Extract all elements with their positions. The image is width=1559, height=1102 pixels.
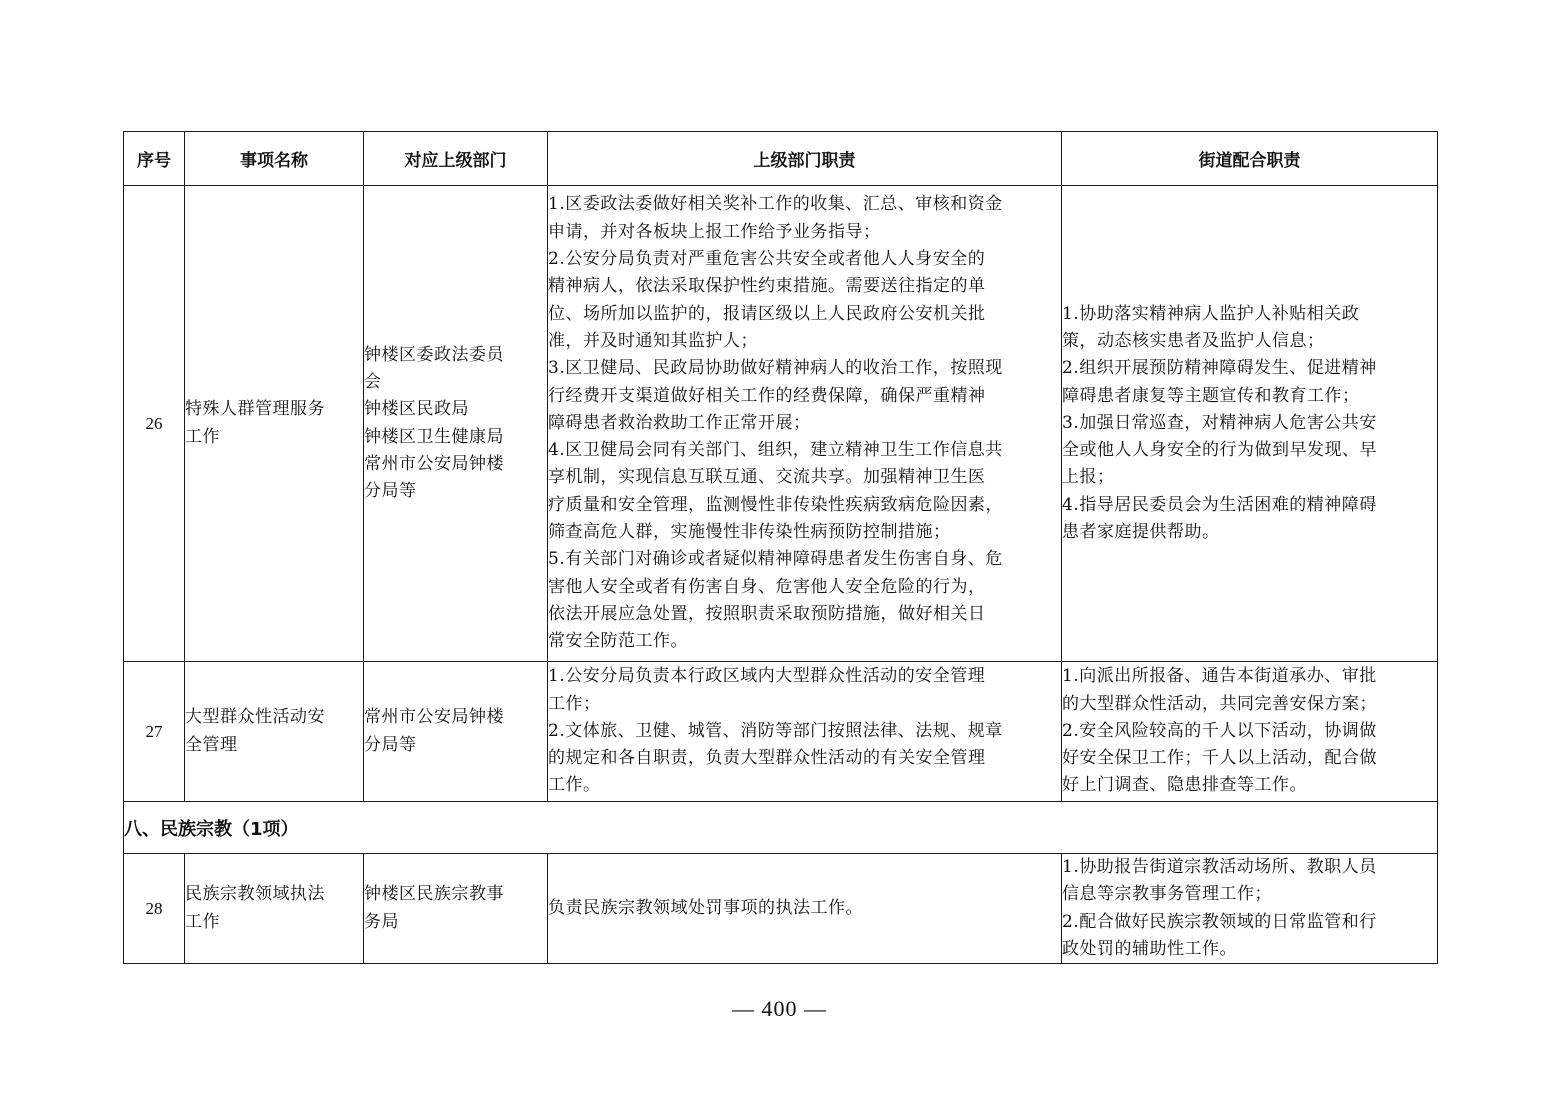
row-dept-line: 钟楼区委政法委员 xyxy=(364,344,504,365)
table-header-row xyxy=(124,132,1438,186)
upper-duty-line: 2.文体旅、卫健、城管、消防等部门按照法律、法规、规章 xyxy=(548,720,1003,741)
upper-duty-line: 害他人安全或者有伤害自身、危害他人安全危险的行为， xyxy=(548,576,986,597)
street-duty-line: 1.向派出所报备、通告本街道承办、审批 xyxy=(1062,666,1377,687)
street-duty-line: 的大型群众性活动，共同完善安保方案； xyxy=(1062,693,1377,714)
street-duty-line: 全或他人人身安全的行为做到早发现、早 xyxy=(1062,440,1377,461)
upper-duty-line: 位、场所加以监护的，报请区级以上人民政府公安机关批 xyxy=(548,303,986,324)
row-name xyxy=(185,186,364,662)
upper-duty-line: 筛查高危人群，实施慢性非传染性病预防控制措施； xyxy=(548,522,951,543)
header-upper-duty: 上级部门职责 xyxy=(548,132,1062,186)
row-index: 27 xyxy=(124,662,185,802)
header-index: 序号 xyxy=(124,132,185,186)
street-duty-line: 障碍患者康复等主题宣传和教育工作； xyxy=(1062,385,1360,406)
row-street-duty xyxy=(1062,186,1438,662)
upper-duty-line: 5.有关部门对确诊或者疑似精神障碍患者发生伤害自身、危 xyxy=(548,549,1003,570)
row-dept-line: 会 xyxy=(364,371,382,392)
upper-duty-line: 工作。 xyxy=(548,775,601,796)
street-duty-line: 4.指导居民委员会为生活困难的精神障碍 xyxy=(1062,494,1377,515)
upper-duty-line: 工作； xyxy=(548,693,601,714)
row-dept-line: 钟楼区卫生健康局 xyxy=(364,426,504,447)
table-row xyxy=(124,662,1438,802)
row-dept-line: 分局等 xyxy=(364,734,417,755)
upper-duty-line: 精神病人，依法采取保护性约束措施。需要送往指定的单 xyxy=(548,276,986,297)
upper-duty-line: 1.区委政法委做好相关奖补工作的收集、汇总、审核和资金 xyxy=(548,194,1003,215)
table-row xyxy=(124,186,1438,662)
upper-duty-line: 4.区卫健局会同有关部门、组织，建立精神卫生工作信息共 xyxy=(548,440,1003,461)
street-duty-line: 1.协助落实精神病人监护人补贴相关政 xyxy=(1062,303,1360,324)
table-row xyxy=(124,854,1438,964)
row-dept-line: 分局等 xyxy=(364,481,417,502)
row-name xyxy=(185,854,364,964)
upper-duty-line: 行经费开支渠道做好相关工作的经费保障，确保严重精神 xyxy=(548,385,986,406)
row-upper-duty xyxy=(548,854,1062,964)
section-row xyxy=(124,802,1438,854)
row-name-line: 特殊人群管理服务 xyxy=(185,399,325,420)
row-name-line: 大型群众性活动安 xyxy=(185,707,325,728)
row-upper-duty xyxy=(548,186,1062,662)
row-dept xyxy=(364,186,548,662)
row-dept xyxy=(364,854,548,964)
street-duty-line: 2.组织开展预防精神障碍发生、促进精神 xyxy=(1062,358,1377,379)
upper-duty-line: 享机制，实现信息互联互通、交流共享。加强精神卫生医 xyxy=(548,467,986,488)
row-dept-line: 务局 xyxy=(364,911,399,932)
street-duty-line: 策，动态核实患者及监护人信息； xyxy=(1062,330,1325,351)
row-name-line: 工作 xyxy=(185,911,220,932)
row-dept-line: 常州市公安局钟楼 xyxy=(364,453,504,474)
street-duty-line: 3.加强日常巡查，对精神病人危害公共安 xyxy=(1062,412,1377,433)
row-dept xyxy=(364,662,548,802)
street-duty-line: 2.安全风险较高的千人以下活动，协调做 xyxy=(1062,720,1377,741)
row-upper-duty xyxy=(548,662,1062,802)
section-title: 八、民族宗教（1项） xyxy=(124,802,1438,854)
upper-duty-line: 障碍患者救治救助工作正常开展； xyxy=(548,412,811,433)
upper-duty-line: 3.区卫健局、民政局协助做好精神病人的收治工作，按照现 xyxy=(548,358,1003,379)
upper-duty-line: 疗质量和安全管理，监测慢性非传染性疾病致病危险因素， xyxy=(548,494,1003,515)
street-duty-line: 2.配合做好民族宗教领域的日常监管和行 xyxy=(1062,911,1377,932)
street-duty-line: 好安全保卫工作；千人以上活动，配合做 xyxy=(1062,748,1377,769)
row-dept-line: 钟楼区民族宗教事 xyxy=(364,884,504,905)
street-duty-line: 好上门调查、隐患排查等工作。 xyxy=(1062,775,1307,796)
upper-duty-line: 准，并及时通知其监护人； xyxy=(548,330,758,351)
street-duty-line: 1.协助报告街道宗教活动场所、教职人员 xyxy=(1062,857,1377,877)
street-duty-line: 政处罚的辅助性工作。 xyxy=(1062,938,1237,959)
row-index: 26 xyxy=(124,186,185,662)
street-duty-line: 上报； xyxy=(1062,467,1115,488)
row-name-line: 工作 xyxy=(185,426,220,447)
row-dept-line: 钟楼区民政局 xyxy=(364,399,469,420)
row-street-duty xyxy=(1062,854,1438,964)
row-dept-line: 常州市公安局钟楼 xyxy=(364,707,504,728)
upper-duty-line: 的规定和各自职责，负责大型群众性活动的有关安全管理 xyxy=(548,748,986,769)
upper-duty-line: 1.公安分局负责本行政区域内大型群众性活动的安全管理 xyxy=(548,666,986,687)
upper-duty-line: 常安全防范工作。 xyxy=(548,631,688,652)
header-dept: 对应上级部门 xyxy=(364,132,548,186)
responsibility-table xyxy=(123,131,1438,964)
row-name-line: 全管理 xyxy=(185,734,238,755)
row-name-line: 民族宗教领域执法 xyxy=(185,884,325,905)
upper-duty-line: 申请，并对各板块上报工作给予业务指导； xyxy=(548,221,881,242)
upper-duty-line: 2.公安分局负责对严重危害公共安全或者他人人身安全的 xyxy=(548,249,986,270)
row-name xyxy=(185,662,364,802)
upper-duty-line: 负责民族宗教领域处罚事项的执法工作。 xyxy=(548,897,863,918)
row-street-duty xyxy=(1062,662,1438,802)
header-street-duty: 街道配合职责 xyxy=(1062,132,1438,186)
upper-duty-line: 依法开展应急处置，按照职责采取预防措施，做好相关日 xyxy=(548,603,986,624)
page-number: — 400 — xyxy=(732,996,827,1021)
row-index: 28 xyxy=(124,854,185,964)
street-duty-line: 患者家庭提供帮助。 xyxy=(1062,522,1220,543)
street-duty-line: 信息等宗教事务管理工作； xyxy=(1062,884,1272,905)
header-name: 事项名称 xyxy=(185,132,364,186)
